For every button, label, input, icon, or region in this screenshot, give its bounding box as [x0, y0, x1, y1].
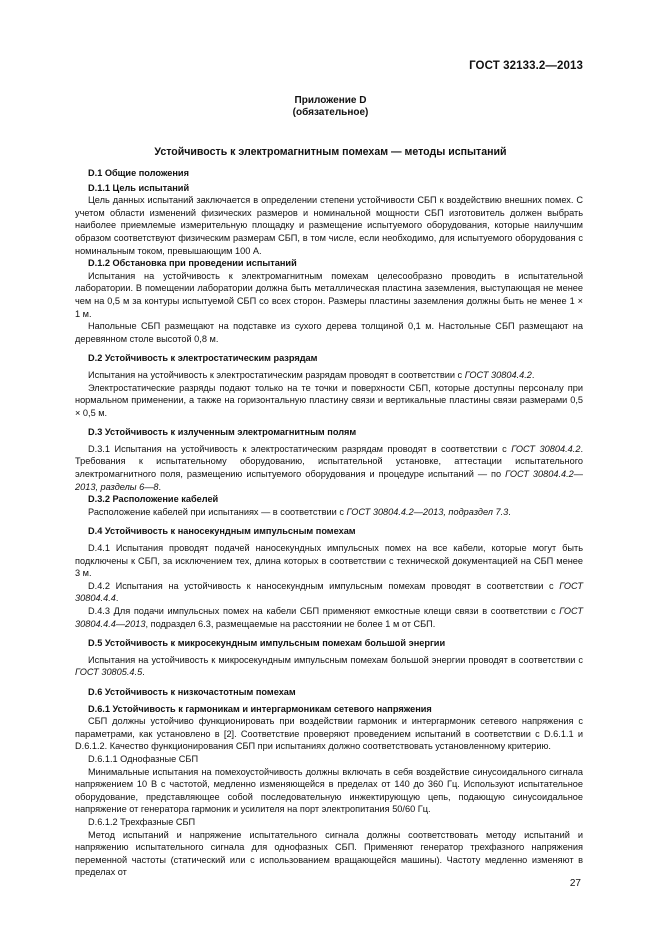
main-title: Устойчивость к электромагнитным помехам — методы испытаний [154, 146, 507, 158]
heading-d612: D.6.1.2 Трехфазные СБП [88, 816, 196, 827]
heading-d11: D.1.1 Цель испытаний [88, 182, 190, 193]
paragraph-d42 [75, 580, 583, 605]
text: . [158, 481, 162, 492]
text: . Требования к испытательному оборудованию, испытательной установке, аттестации испытательного электромагнитного поля, размещению испытуемого оборудования и процедуре испытаний — по [75, 443, 583, 480]
text: . [531, 369, 535, 380]
paragraph-d31 [75, 443, 583, 493]
reference: ГОСТ 30804.4.4 [75, 580, 583, 604]
heading-d12: D.1.2 Обстановка при проведении испытаний [88, 258, 297, 269]
annex-title: Приложение D [294, 95, 367, 106]
text: Испытания на устойчивость к микросекундным импульсным помехам большой энергии проводят в соответствии с [88, 654, 583, 665]
text: D.4.3 Для подачи импульсных помех на кабели СБП применяют емкостные клещи связи в соответствии с [88, 606, 560, 616]
reference: ГОСТ 30805.4.5 [75, 667, 143, 678]
heading-d5: D.5 Устойчивость к микросекундным импульсным помехам большой энергии [88, 638, 446, 649]
page-number: 27 [569, 878, 581, 889]
reference: ГОСТ 30804.4.2 [464, 369, 532, 380]
text: . [142, 667, 145, 678]
document-code: ГОСТ 32133.2—2013 [469, 60, 583, 72]
text: . [115, 593, 119, 604]
reference: ГОСТ 30804.4.2—2013, разделы 6—8 [75, 469, 583, 492]
paragraph-d32 [75, 506, 583, 519]
text: D.3.1 Испытания на устойчивость к электростатическим разрядам проводят в соответствии с [88, 443, 512, 454]
paragraph-d61: СБП должны устойчиво функционировать при воздействии гармоник и интергармоник сетевого напряжения с параметрами, как установлено в [2]. Соответствие проверяют проведением испытаний в соответствии с D.6.1.1 и D.6.1.2. Качество функционирования СБП при испытаниях должно соответствовать установленному критерию. [75, 716, 583, 752]
text: Расположение кабелей при испытаниях — в соответствии с [88, 506, 347, 517]
heading-d61: D.6.1 Устойчивость к гармоникам и интергармоникам сетевого напряжения [88, 703, 432, 714]
reference: ГОСТ 30804.4.4—2013 [75, 606, 583, 629]
heading-d2: D.2 Устойчивость к электростатическим разрядам [88, 353, 318, 364]
text: , подраздел 6.3, размещаемые на расстоянии не более 1 м от СБП. [145, 618, 436, 629]
reference: ГОСТ 30804.4.2 [511, 443, 581, 454]
text: Испытания на устойчивость к электростатическим разрядам проводят в соответствии с [88, 369, 465, 380]
paragraph-d12-1: Испытания на устойчивость к электромагнитным помехам целесообразно проводить в испытательной лаборатории. В помещении лаборатории должна быть металлическая пластина заземления, выступающая не менее чем на 0,5 м за контуры испытуемой СБП со всех сторон. Размеры пластины заземления должны быть не менее 1 × 1 м. [75, 270, 583, 319]
heading-d4: D.4 Устойчивость к наносекундным импульсным помехам [88, 526, 356, 537]
text: D.4.2 Испытания на устойчивость к наносекундным импульсным помехам проводят в соответствии с [88, 580, 560, 591]
text: . [508, 506, 511, 517]
heading-d611: D.6.1.1 Однофазные СБП [88, 753, 199, 764]
heading-d1: D.1 Общие положения [88, 168, 189, 178]
paragraph-d611: Минимальные испытания на помехоустойчивость должны включать в себя воздействие синусоидального сигнала напряжением 10 В с частотой, медленно изменяющейся в пределах от 140 до 360 Гц. Используют испытательное оборудование, представляющее собой последовательную инжектирующую цепь, подающую синусоидальное напряжение от генератора гармоник и усилителя на порт электропитания 50/60 Гц. [75, 766, 583, 815]
reference: ГОСТ 30804.4.2—2013, подраздел 7.3 [346, 506, 509, 517]
paragraph-d11: Цель данных испытаний заключается в определении степени устойчивости СБП к воздействию внешних помех. С учетом области изменений физических размеров и номинальной мощности СБП изготовитель должен выбрать наиболее приемлемые измерительную площадку и размещение испытуемого оборудования, которые наилучшим образом соответствуют физическим размерам СБП, в том числе, если необходимо, для испытуемого оборудования с номинальным током, превышающим 100 А. [75, 195, 583, 256]
paragraph-d43 [75, 605, 583, 630]
paragraph-d5 [75, 654, 583, 679]
paragraph-d2-2: Электростатические разряды подают только на те точки и поверхности СБП, которые доступны персоналу при нормальном применении, а также на горизонтальную пластину связи и вертикальные пластины связи размерами 0,5 × 0,5 м. [75, 382, 583, 418]
paragraph-d612: Метод испытаний и напряжение испытательного сигнала должны соответствовать методу испытаний и напряжению испытательного сигнала для однофазных СБП. Применяют генератор трехфазного напряжения переменной частоты (статический или с использованием вращающейся машины). Частоту медленно изменяют в пределах от [75, 829, 583, 878]
annex-status: (обязательное) [292, 107, 369, 118]
paragraph-d41: D.4.1 Испытания проводят подачей наносекундных импульсных помех на все кабели, которые могут быть подключены к СБП, за исключением тех, длина которых в соответствии с технической документацией на СБП менее 3 м. [75, 543, 583, 579]
paragraph-d12-2: Напольные СБП размещают на подставке из сухого дерева толщиной 0,1 м. Настольные СБП размещают на деревянном столе высотой 0,8 м. [75, 321, 583, 344]
paragraph-d2-1 [75, 369, 583, 382]
heading-d3: D.3 Устойчивость к излученным электромагнитным полям [88, 427, 357, 438]
heading-d6: D.6 Устойчивость к низкочастотным помехам [88, 686, 296, 697]
document-body [75, 160, 583, 879]
heading-d32: D.3.2 Расположение кабелей [88, 494, 219, 505]
